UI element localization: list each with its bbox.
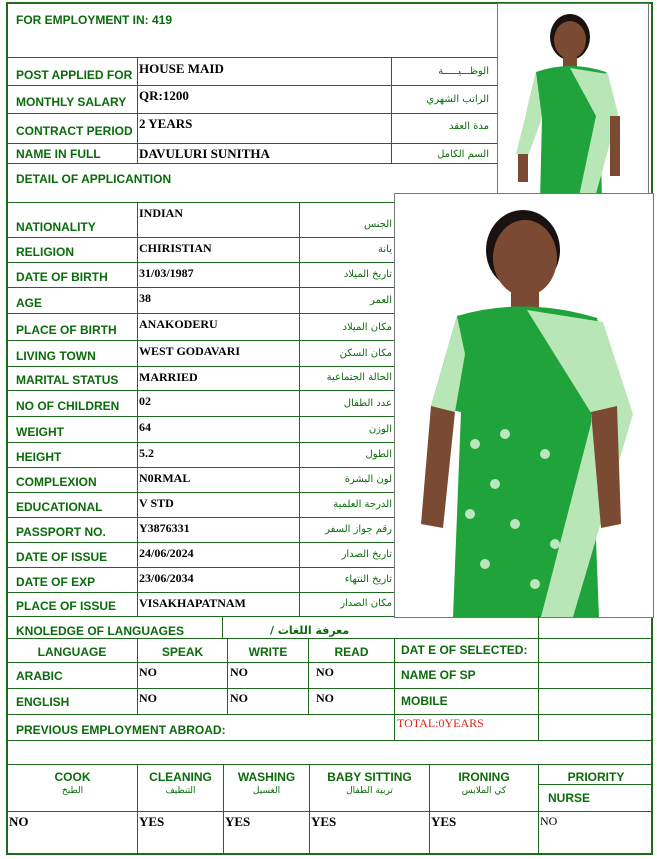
religion-label: RELIGION [16, 245, 75, 259]
skill-header-cleaning: CLEANING [149, 770, 212, 784]
previous-employment-label: PREVIOUS EMPLOYMENT ABROAD: [16, 723, 226, 737]
skill-sub-cook: الطبخ [61, 786, 84, 796]
height-arabic: الطول [365, 449, 392, 460]
date-of-issue-label: DATE OF ISSUE [16, 550, 108, 564]
place-of-issue-label: PLACE OF ISSUE [16, 599, 117, 613]
religion-value: CHIRISTIAN [139, 241, 212, 255]
passport-no-value: Y3876331 [139, 521, 190, 535]
educational-value: V STD [139, 496, 174, 510]
lang-english-read: NO [316, 691, 334, 705]
name-value: DAVULURI SUNITHA [139, 146, 270, 161]
lang-row-arabic: ARABIC [16, 669, 63, 683]
educational-arabic: الدرجة العلمية [333, 499, 392, 510]
total-years: TOTAL:0YEARS [397, 716, 484, 730]
name-label: NAME IN FULL [16, 147, 101, 161]
passport-no-label: PASSPORT NO. [16, 525, 106, 539]
mobile-label: MOBILE [401, 694, 448, 708]
skill-value-baby-sitting: YES [311, 814, 337, 829]
height-value: 5.2 [139, 446, 154, 460]
complexion-arabic: لون البشرة [344, 474, 392, 485]
languages-arabic-title: معرفة اللغات / [270, 624, 350, 637]
employment-title: FOR EMPLOYMENT IN: 419 [16, 13, 173, 27]
detail-title: DETAIL OF APPLICANTION [16, 172, 172, 186]
living-town-value: WEST GODAVARI [139, 344, 241, 358]
skill-header-cook: COOK [54, 770, 91, 784]
place-of-birth-value: ANAKODERU [139, 317, 218, 331]
lang-header-write: WRITE [248, 645, 288, 659]
date-of-issue-value: 24/06/2024 [139, 546, 194, 560]
post-value: HOUSE MAID [139, 61, 224, 76]
languages-title: KNOLEDGE OF LANGUAGES [16, 624, 185, 638]
skill-header-priority: PRIORITY [567, 770, 625, 784]
skill-value-cook: NO [9, 814, 29, 829]
lang-arabic-speak: NO [139, 665, 157, 679]
skill-value-priority: NO [540, 814, 558, 828]
applicant-photo-small [497, 3, 649, 202]
passport-no-arabic: رقم جواز السفر [325, 524, 392, 535]
skill-header-ironing: IRONING [458, 770, 510, 784]
lang-row-english: ENGLISH [16, 695, 70, 709]
lang-arabic-read: NO [316, 665, 334, 679]
weight-value: 64 [139, 420, 151, 434]
lang-header-language: LANGUAGE [37, 645, 107, 659]
skill-header-washing: WASHING [237, 770, 296, 784]
lang-arabic-write: NO [230, 665, 248, 679]
marital-status-arabic: الحالة الجتماعية [326, 372, 392, 383]
salary-label: MONTHLY SALARY [16, 95, 127, 109]
salary-value: QR:1200 [139, 88, 189, 103]
contract-arabic: مدة العقد [449, 121, 489, 132]
religion-arabic: يانة [378, 244, 392, 255]
contract-value: 2 YEARS [139, 116, 193, 131]
skill-value-washing: YES [225, 814, 251, 829]
place-of-issue-arabic: مكان الصدار [340, 598, 392, 609]
nationality-value: INDIAN [139, 206, 184, 220]
complexion-label: COMPLEXION [16, 475, 97, 489]
age-label: AGE [16, 296, 43, 310]
date-of-exp-label: DATE OF EXP [16, 575, 96, 589]
date-of-issue-arabic: تاريخ الصدار [341, 549, 392, 560]
no-of-children-value: 02 [139, 394, 151, 408]
date-selected-label: DAT E OF SELECTED: [401, 643, 528, 657]
marital-status-label: MARITAL STATUS [16, 373, 119, 387]
living-town-arabic: مكان السكن [339, 348, 392, 359]
skill-header-baby-sitting: BABY SITTING [327, 770, 412, 784]
date-of-birth-label: DATE OF BIRTH [16, 270, 108, 284]
educational-label: EDUCATIONAL [16, 500, 103, 514]
nationality-label: NATIONALITY [16, 220, 96, 234]
date-of-birth-arabic: تاريخ الميلاد [343, 269, 392, 280]
lang-header-speak: SPEAK [161, 645, 204, 659]
applicant-photo-large [394, 193, 654, 618]
weight-label: WEIGHT [16, 425, 64, 439]
contract-label: CONTRACT PERIOD [16, 124, 133, 138]
height-label: HEIGHT [16, 450, 62, 464]
place-of-issue-value: VISAKHAPATNAM [139, 596, 246, 610]
date-of-exp-arabic: تاريخ النتهاء [344, 574, 392, 585]
weight-arabic: الوزن [368, 424, 392, 435]
lang-header-read: READ [334, 645, 369, 659]
date-of-birth-value: 31/03/1987 [139, 266, 194, 280]
skill-value-ironing: YES [431, 814, 457, 829]
no-of-children-arabic: عدد الطفال [343, 398, 392, 409]
marital-status-value: MARRIED [139, 370, 198, 384]
place-of-birth-label: PLACE OF BIRTH [16, 323, 117, 337]
lang-english-speak: NO [139, 691, 157, 705]
post-arabic: الوظـــيـــــة [438, 66, 489, 77]
no-of-children-label: NO OF CHILDREN [16, 399, 120, 413]
lang-english-write: NO [230, 691, 248, 705]
place-of-birth-arabic: مكان الميلاد [342, 322, 392, 333]
date-of-exp-value: 23/06/2034 [139, 571, 194, 585]
skill-sub-ironing: كي الملابس [461, 786, 507, 796]
age-value: 38 [139, 291, 151, 305]
name-arabic: السم الكامل [437, 149, 489, 160]
skill-sub-baby-sitting: تربية الطفال [346, 786, 393, 796]
salary-arabic: الراتب الشهري [426, 94, 489, 105]
skill-value-cleaning: YES [139, 814, 165, 829]
post-label: POST APPLIED FOR [16, 68, 133, 82]
complexion-value: N0RMAL [139, 471, 191, 485]
living-town-label: LIVING TOWN [16, 349, 96, 363]
skill-sub-cleaning: التنظيف [165, 786, 196, 796]
skill-sub-washing: الغسيل [252, 786, 281, 796]
age-arabic: العمر [370, 295, 392, 306]
nationality-arabic: الجنس [363, 219, 392, 230]
name-of-sp-label: NAME OF SP [401, 668, 476, 682]
skill-sub-priority: NURSE [548, 791, 591, 805]
